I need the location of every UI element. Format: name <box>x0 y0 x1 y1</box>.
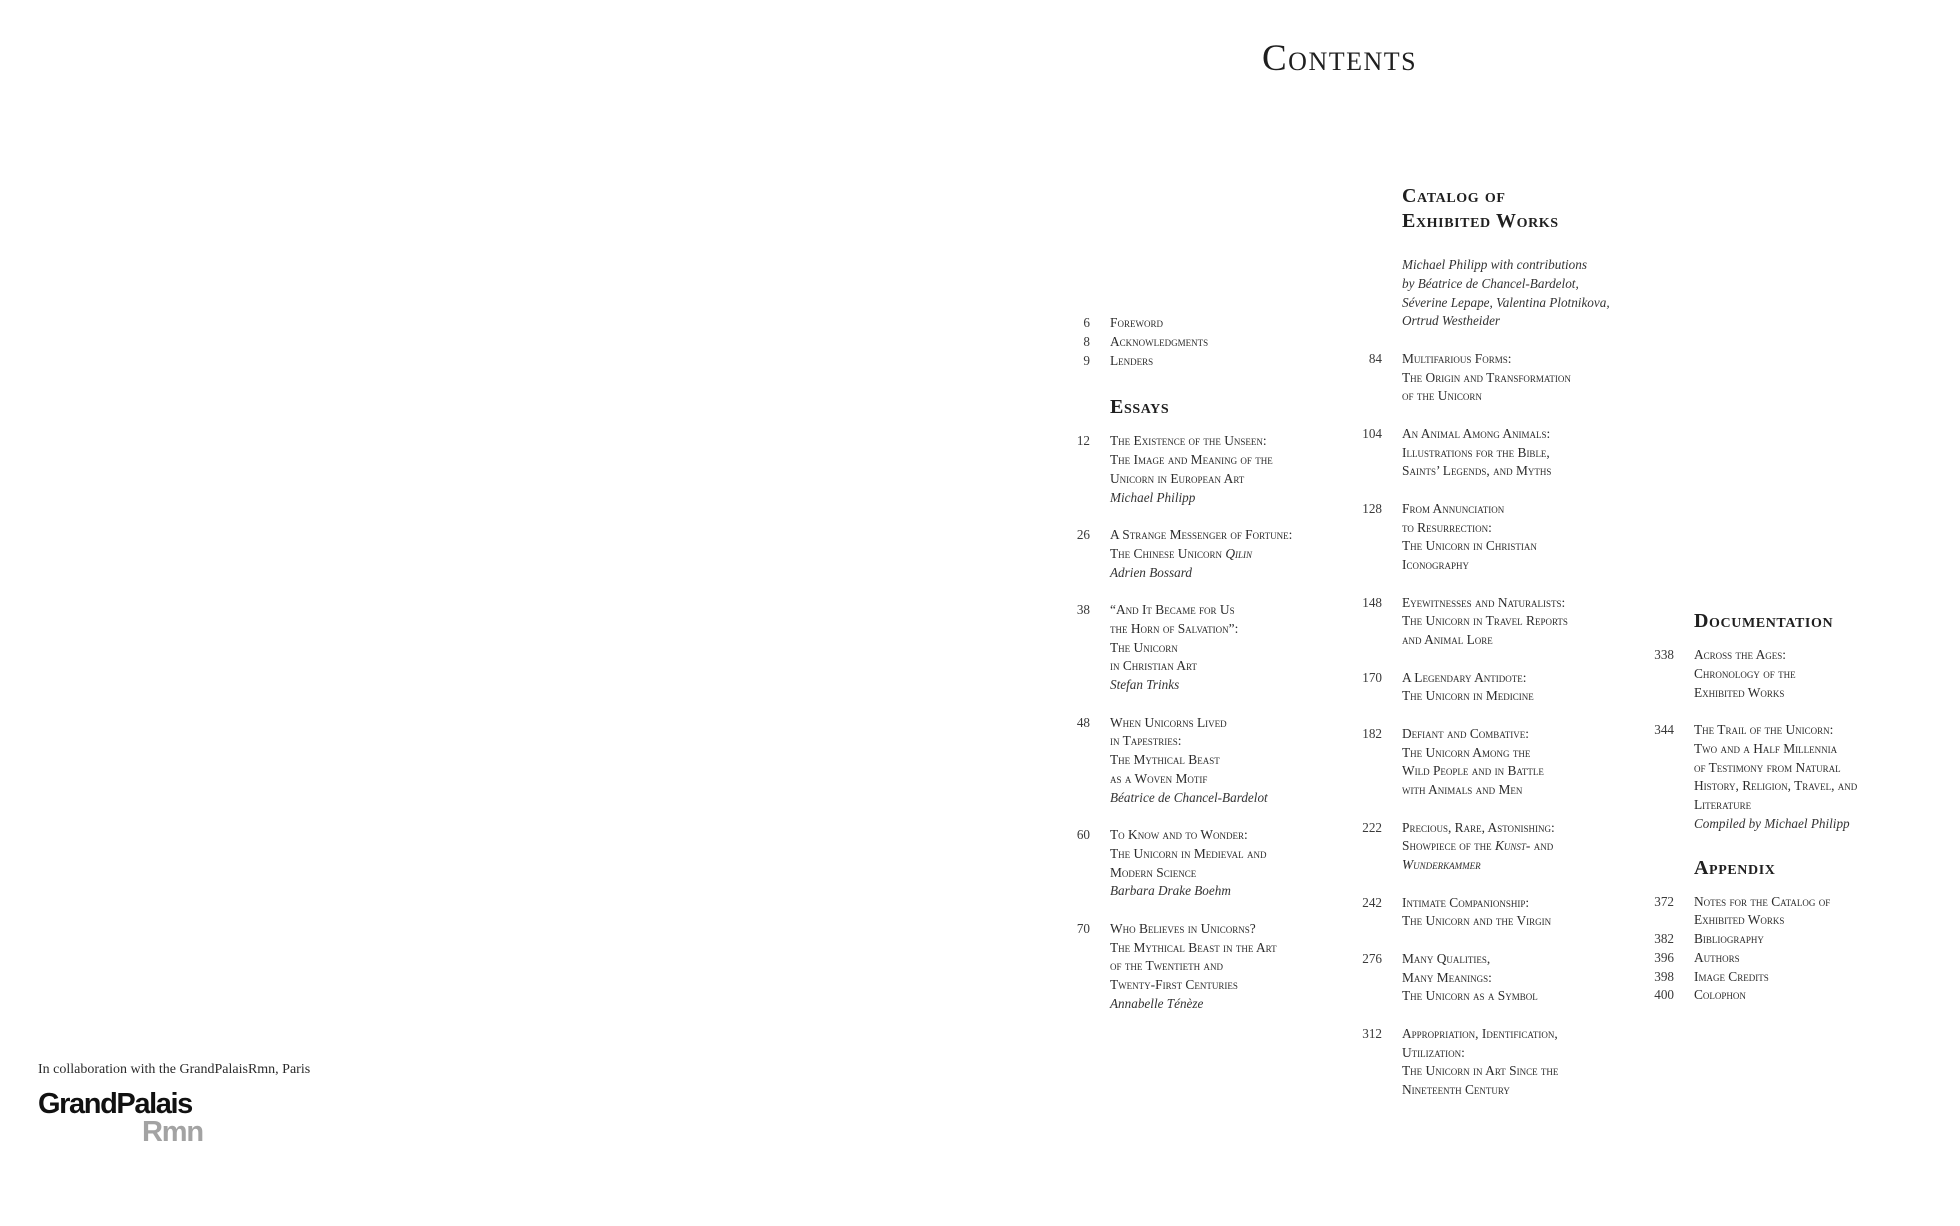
toc-entry-essay[interactable]: 70 Who Believes in Unicorns? The Mythical Beast in the Art of the Twentieth and Twenty-First Centuries Annabelle Ténèze <box>1068 920 1358 1014</box>
page-number: 8 <box>1083 333 1090 349</box>
page-number: 84 <box>1368 350 1382 366</box>
section-heading-catalog: Catalog of Exhibited Works <box>1402 185 1559 232</box>
toc-entry-appendix[interactable]: 382 Bibliography <box>1652 930 1952 949</box>
page-title: Contents <box>1262 38 1418 79</box>
page-number: 398 <box>1654 968 1674 984</box>
toc-entry-catalog[interactable]: 182 Defiant and Combative: The Unicorn Among the Wild People and in Battle with Animals and Men <box>1360 725 1660 800</box>
page-number: 48 <box>1076 714 1090 730</box>
toc-entry-catalog[interactable]: 312 Appropriation, Identification, Utilization: The Unicorn in Art Since the Nineteenth Century <box>1360 1025 1660 1100</box>
grandpalais-rmn-logo <box>38 1090 208 1150</box>
toc-entry-appendix[interactable]: 396 Authors <box>1652 949 1952 968</box>
page-number: 344 <box>1654 722 1674 737</box>
page-number: 372 <box>1654 893 1674 909</box>
toc-entry-appendix[interactable]: 398 Image Credits <box>1652 968 1952 987</box>
page-number: 26 <box>1076 527 1090 542</box>
contents-column-front-essays <box>1068 314 1358 1014</box>
toc-entry-essay[interactable]: 26 A Strange Messenger of Fortune: The Chinese Unicorn Qilin Adrien Bossard <box>1068 526 1358 582</box>
page-number: 12 <box>1076 433 1090 449</box>
page-number: 60 <box>1076 827 1090 842</box>
toc-entry-foreword[interactable]: 6 Foreword <box>1068 314 1358 333</box>
toc-entry-appendix[interactable]: 372 Notes for the Catalog of Exhibited Works <box>1652 893 1952 931</box>
page-number: 276 <box>1362 950 1382 966</box>
toc-entry-essay[interactable]: 38 “And It Became for Us the Horn of Salvation”: The Unicorn in Christian Art Stefan Trinks <box>1068 601 1358 695</box>
toc-entry-catalog[interactable]: 276 Many Qualities, Many Meanings: The Unicorn as a Symbol <box>1360 950 1660 1006</box>
toc-entry-documentation[interactable]: 338 Across the Ages: Chronology of the Exhibited Works <box>1652 646 1952 702</box>
toc-entry-essay[interactable]: 48 When Unicorns Lived in Tapestries: The Mythical Beast as a Woven Motif Béatrice de Chancel-Bardelot <box>1068 714 1358 808</box>
catalog-contributors: Michael Philipp with contributions by Béatrice de Chancel-Bardelot, Séverine Lepape, Valentina Plotnikova, Ortrud Westheider <box>1402 257 1610 329</box>
page-number: 9 <box>1083 352 1090 368</box>
compiler-credit: Compiled by Michael Philipp <box>1694 815 1850 831</box>
contents-column-catalog <box>1360 184 1660 1100</box>
toc-entry-essay[interactable]: 12 The Existence of the Unseen: The Image and Meaning of the Unicorn in European Art Michael Philipp <box>1068 432 1358 507</box>
page-number: 242 <box>1362 894 1382 910</box>
logo-wordmark-primary: GrandPalais <box>38 1088 192 1120</box>
toc-entry-acknowledgments[interactable]: 8 Acknowledgments <box>1068 333 1358 352</box>
logo-wordmark-secondary: Rmn <box>142 1116 203 1148</box>
essay-author: Stefan Trinks <box>1110 677 1180 692</box>
page-number: 70 <box>1076 920 1090 936</box>
toc-entry-catalog[interactable]: 128 From Annunciation to Resurrection: The Unicorn in Christian Iconography <box>1360 500 1660 575</box>
toc-entry-catalog[interactable]: 222 Precious, Rare, Astonishing: Showpiece of the Kunst- and Wunderkammer <box>1360 819 1660 875</box>
essay-author: Annabelle Ténèze <box>1110 995 1204 1011</box>
essay-author: Michael Philipp <box>1110 489 1196 505</box>
toc-entry-appendix[interactable]: 400 Colophon <box>1652 986 1952 1005</box>
toc-entry-catalog[interactable]: 242 Intimate Companionship: The Unicorn and the Virgin <box>1360 894 1660 932</box>
essay-author: Barbara Drake Boehm <box>1110 883 1231 899</box>
toc-entry-catalog[interactable]: 170 A Legendary Antidote: The Unicorn in Medicine <box>1360 669 1660 707</box>
toc-entry-catalog[interactable]: 84 Multifarious Forms: The Origin and Transformation of the Unicorn <box>1360 350 1660 406</box>
page-number: 6 <box>1083 315 1090 330</box>
page-number: 312 <box>1362 1025 1382 1041</box>
page-number: 182 <box>1362 725 1382 741</box>
essay-author: Adrien Bossard <box>1110 564 1192 580</box>
page-number: 148 <box>1362 594 1382 610</box>
section-heading-documentation: Documentation <box>1694 610 1834 632</box>
page-number: 396 <box>1654 949 1674 965</box>
toc-entry-documentation[interactable]: 344 The Trail of the Unicorn: Two and a Half Millennia of Testimony from Natural History, Religion, Travel, and Literature Compiled by Michael Philipp <box>1652 721 1952 834</box>
page-number: 38 <box>1076 602 1090 617</box>
page-number: 338 <box>1654 647 1674 662</box>
section-heading-appendix: Appendix <box>1694 856 1776 879</box>
page-number: 170 <box>1362 669 1382 685</box>
page-number: 400 <box>1654 987 1674 1003</box>
page-number: 104 <box>1362 425 1382 441</box>
toc-entry-catalog[interactable]: 148 Eyewitnesses and Naturalists: The Unicorn in Travel Reports and Animal Lore <box>1360 594 1660 650</box>
page-number: 222 <box>1362 819 1382 835</box>
contents-column-documentation-appendix <box>1652 609 1952 1005</box>
toc-entry-lenders[interactable]: 9 Lenders <box>1068 352 1358 371</box>
essay-author: Béatrice de Chancel-Bardelot <box>1110 789 1268 805</box>
toc-entry-catalog[interactable]: 104 An Animal Among Animals: Illustrations for the Bible, Saints’ Legends, and Myths <box>1360 425 1660 481</box>
page-number: 382 <box>1654 931 1674 946</box>
page-number: 128 <box>1362 500 1382 516</box>
section-heading-essays: Essays <box>1110 396 1170 419</box>
front-matter-list <box>1068 314 1358 370</box>
collaboration-credit: In collaboration with the GrandPalaisRmn, Paris <box>38 1062 311 1077</box>
toc-entry-essay[interactable]: 60 To Know and to Wonder: The Unicorn in Medieval and Modern Science Barbara Drake Boehm <box>1068 826 1358 901</box>
